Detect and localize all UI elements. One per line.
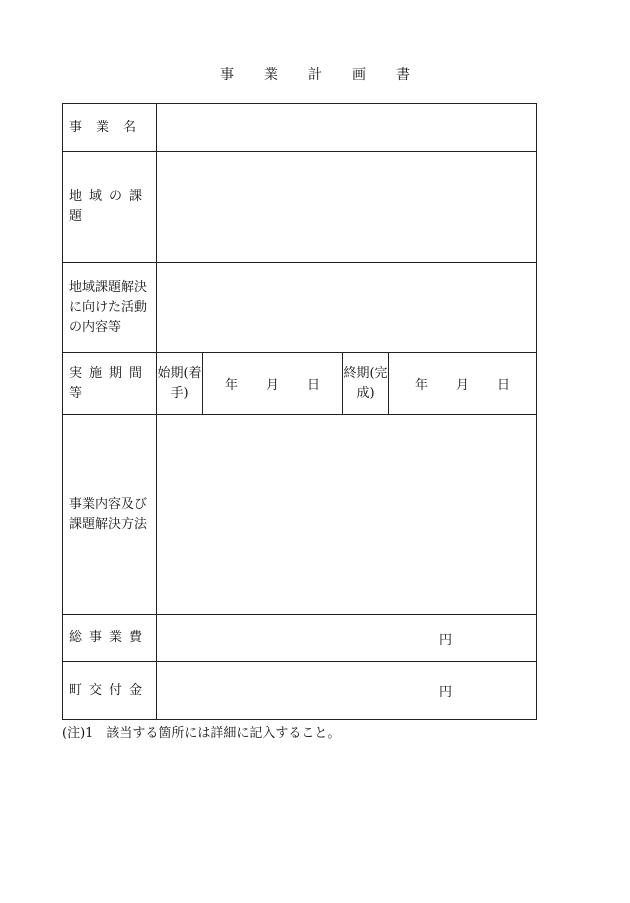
start-day-unit: 日 bbox=[307, 378, 321, 393]
end-month-unit: 月 bbox=[455, 378, 469, 393]
end-year-unit: 年 bbox=[414, 378, 428, 393]
period-label: 実施期間等 bbox=[63, 353, 157, 415]
document-title: 事業計画書 bbox=[220, 67, 440, 83]
content-field[interactable] bbox=[157, 415, 537, 615]
row-activities bbox=[63, 263, 537, 353]
end-date-field[interactable] bbox=[389, 353, 537, 415]
row-regional-issue bbox=[63, 152, 537, 263]
town-grant-label: 町交付金 bbox=[63, 662, 157, 720]
project-plan-form bbox=[62, 103, 537, 720]
project-name-field[interactable] bbox=[157, 104, 537, 152]
footnote: (注)1 該当する箇所には詳細に記入すること。 bbox=[62, 726, 341, 741]
content-label: 事業内容及び課題解決方法 bbox=[63, 415, 157, 615]
row-total-cost bbox=[63, 615, 537, 662]
total-cost-field[interactable] bbox=[157, 615, 537, 662]
start-year-unit: 年 bbox=[224, 378, 238, 393]
regional-issue-label: 地域の課題 bbox=[63, 152, 157, 263]
project-name-label: 事業名 bbox=[63, 104, 157, 152]
total-cost-unit: 円 bbox=[438, 632, 452, 648]
activities-label: 地域課題解決に向けた活動の内容等 bbox=[63, 263, 157, 353]
row-period bbox=[63, 353, 537, 415]
activities-field[interactable] bbox=[157, 263, 537, 353]
start-month-unit: 月 bbox=[265, 378, 279, 393]
end-day-unit: 日 bbox=[497, 378, 511, 393]
start-date-field[interactable] bbox=[203, 353, 343, 415]
start-date-label: 始期(着手) bbox=[157, 353, 203, 415]
regional-issue-field[interactable] bbox=[157, 152, 537, 263]
town-grant-field[interactable] bbox=[157, 662, 537, 720]
row-content bbox=[63, 415, 537, 615]
end-date-label: 終期(完成) bbox=[343, 353, 389, 415]
row-town-grant bbox=[63, 662, 537, 720]
row-project-name bbox=[63, 104, 537, 152]
total-cost-label: 総事業費 bbox=[63, 615, 157, 662]
town-grant-unit: 円 bbox=[438, 685, 452, 700]
